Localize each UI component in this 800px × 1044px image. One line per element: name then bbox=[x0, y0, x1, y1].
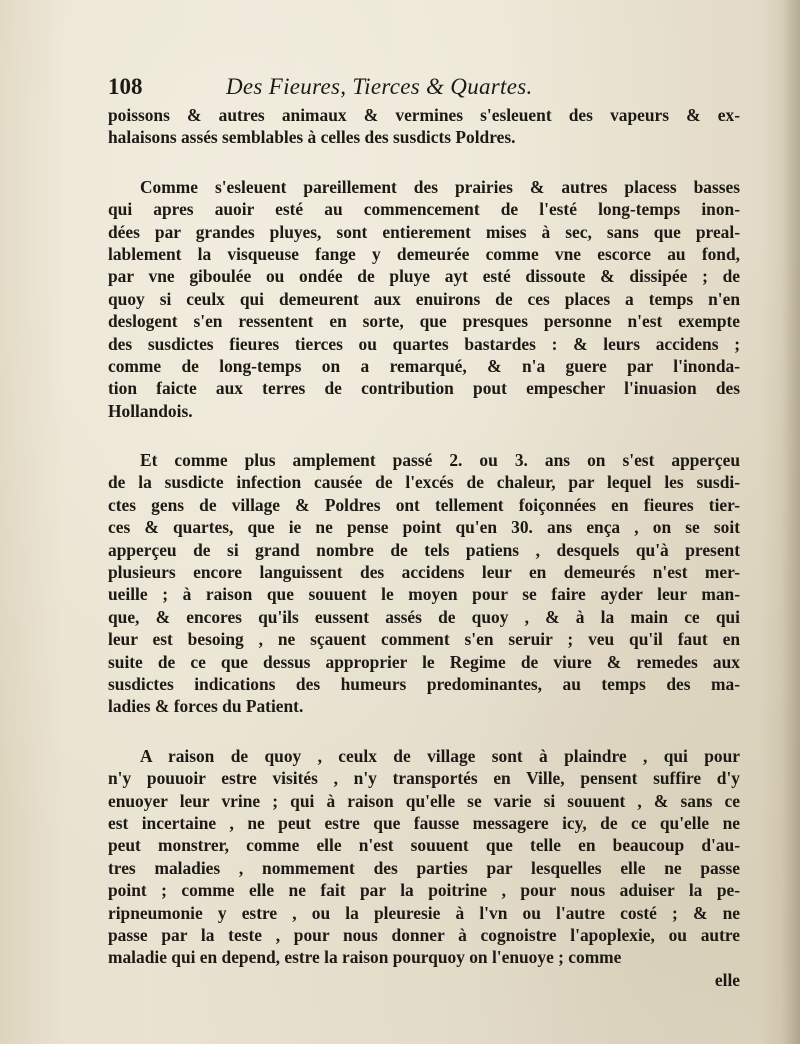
text-line: poissons & autres animaux & vermines s'esleuent des vapeurs & ex- bbox=[108, 105, 740, 125]
running-title: Des Fieures, Tierces & Quartes. bbox=[226, 74, 533, 99]
text-line: tres maladies , nommement des parties par lesquelles elle ne passe bbox=[108, 857, 740, 878]
text-line: enuoyer leur vrine ; qui à raison qu'elle se varie si souuent , & sans ce bbox=[108, 790, 740, 811]
text-line: de la susdicte infection causée de l'excés de chaleur, par lequel les susdi- bbox=[108, 472, 740, 493]
body-text bbox=[108, 104, 740, 969]
page-number: 108 bbox=[108, 74, 143, 99]
text-line: ladies & forces du Patient. bbox=[108, 696, 304, 717]
text-line: Hollandois. bbox=[108, 400, 193, 421]
text-line: tion faicte aux terres de contribution pout empescher l'inuasion des bbox=[108, 378, 740, 399]
text-line: apperçeu de si grand nombre de tels patiens , desquels qu'à present bbox=[108, 539, 740, 560]
text-line: ripneumonie y estre , ou la pleuresie à l'vn ou l'autre costé ; & ne bbox=[108, 902, 740, 923]
text-line: Et comme plus amplement passé 2. ou 3. ans on s'est apperçeu bbox=[140, 450, 740, 471]
text-line: ueille ; à raison que souuent le moyen pour se faire ayder leur man- bbox=[108, 584, 740, 605]
text-line: Comme s'esleuent pareillement des prairies & autres placess basses bbox=[140, 176, 740, 197]
text-line: ctes gens de village & Poldres ont tellement foiçonnées en fieures tier- bbox=[108, 494, 740, 515]
catchword: elle bbox=[714, 969, 740, 990]
text-line: quoy si ceulx qui demeurent aux enuirons de ces places a temps n'en bbox=[108, 288, 740, 309]
text-line: point ; comme elle ne fait par la poitrine , pour nous aduiser la pe- bbox=[108, 880, 740, 901]
paragraph bbox=[108, 104, 740, 149]
text-line: plusieurs encore languissent des accidens leur en demeurés n'est mer- bbox=[108, 562, 740, 583]
text-line: lablement la visqueuse fange y demeurée comme vne escorce au fond, bbox=[108, 243, 740, 264]
text-line: n'y pouuoir estre visités , n'y transportés en Ville, pensent suffire d'y bbox=[108, 768, 740, 789]
text-line: suite de ce que dessus approprier le Regime de viure & remedes aux bbox=[108, 651, 740, 672]
text-line: que, & encores qu'ils eussent assés de quoy , & à la main ce qui bbox=[108, 606, 740, 627]
text-line: ces & quartes, que ie ne pense point qu'en 30. ans ença , on se soit bbox=[108, 517, 740, 538]
catchword-line bbox=[108, 969, 740, 991]
text-line: comme de long-temps on a remarqué, & n'a guere par l'inonda- bbox=[108, 355, 740, 376]
text-line: des susdictes fieures tierces ou quartes bastardes : & leurs accidens ; bbox=[108, 333, 740, 354]
text-line: deslogent s'en ressentent en sorte, que presques personne n'est exempte bbox=[108, 311, 740, 332]
paragraph bbox=[108, 449, 740, 718]
text-line: halaisons assés semblables à celles des susdicts Poldres. bbox=[108, 127, 516, 148]
text-line: maladie qui en depend, estre la raison pourquoy on l'enuoye ; comme bbox=[108, 947, 622, 968]
paragraph-gap bbox=[108, 718, 740, 745]
text-line: passe par la teste , pour nous donner à cognoistre l'apoplexie, ou autre bbox=[108, 924, 740, 945]
text-line: dées par grandes pluyes, sont entierement mises à sec, sans que preal- bbox=[108, 221, 740, 242]
text-line: leur est besoing , ne sçauent comment s'en seruir ; veu qu'il faut en bbox=[108, 629, 740, 650]
paragraph bbox=[108, 176, 740, 422]
page-edge-shadow bbox=[782, 0, 800, 1044]
text-line: qui apres auoir esté au commencement de l'esté long-temps inon- bbox=[108, 199, 740, 220]
text-line: A raison de quoy , ceulx de village sont à plaindre , qui pour bbox=[140, 745, 740, 766]
text-line: peut monstrer, comme elle n'est souuent que telle en beaucoup d'au- bbox=[108, 835, 740, 856]
paragraph-gap bbox=[108, 422, 740, 449]
running-head bbox=[108, 70, 740, 104]
paragraph-gap bbox=[108, 149, 740, 176]
text-line: susdictes indications des humeurs predominantes, au temps des ma- bbox=[108, 673, 740, 694]
text-block bbox=[108, 70, 740, 991]
paragraph bbox=[108, 745, 740, 969]
text-line: est incertaine , ne peut estre que fausse messagere icy, de ce qu'elle ne bbox=[108, 812, 740, 833]
text-line: par vne giboulée ou ondée de pluye ayt esté dissoute & dissipée ; de bbox=[108, 266, 740, 287]
